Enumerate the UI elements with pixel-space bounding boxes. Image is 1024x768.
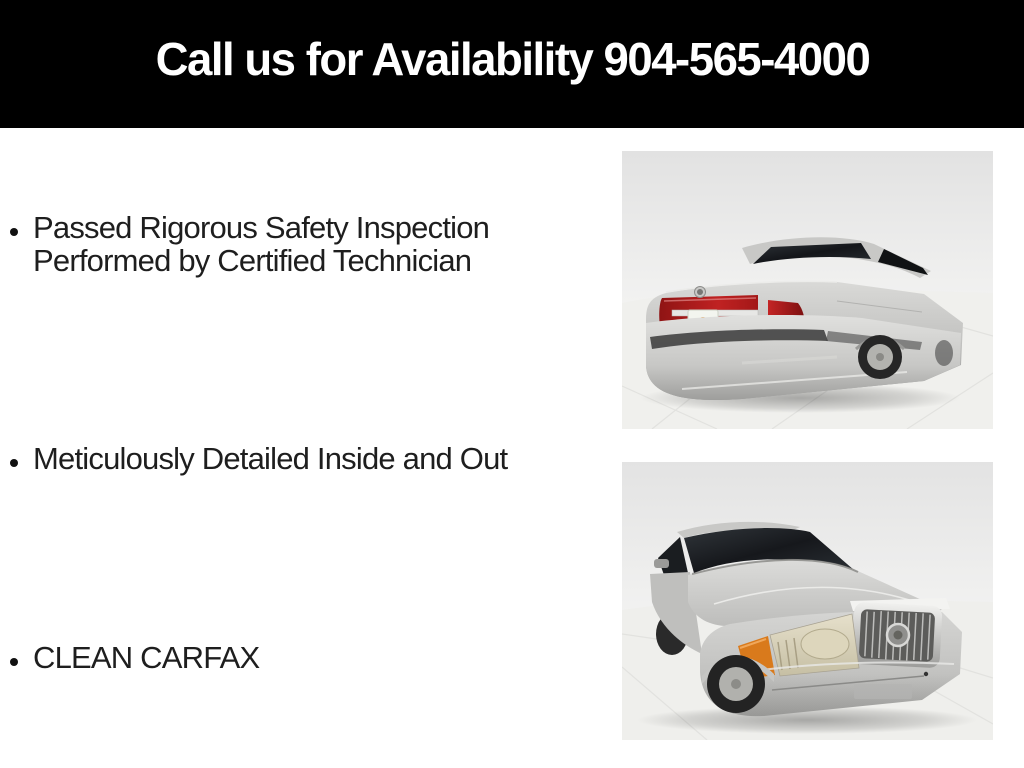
highlight-text-line: Meticulously Detailed Inside and Out: [33, 441, 508, 476]
bullet-icon: [10, 459, 18, 467]
trunk-emblem-center: [697, 289, 703, 295]
rear-hub: [876, 353, 884, 361]
front-tire-partial: [935, 340, 953, 366]
vehicle-front-illustration: [622, 462, 993, 740]
headlight-bulb-reflector: [801, 629, 849, 659]
vehicle-photo-rear: [622, 151, 993, 429]
highlight-item-carfax: [0, 641, 600, 674]
bullet-icon: [10, 228, 18, 236]
bullet-icon: [10, 658, 18, 666]
highlight-text-line: CLEAN CARFAX: [33, 640, 260, 675]
highlight-text-line: Passed Rigorous Safety Inspection: [33, 210, 490, 245]
availability-banner: [0, 0, 1024, 128]
highlight-item-safety-inspection: [0, 211, 600, 277]
bumper-sensor: [924, 672, 928, 676]
vehicle-rear-illustration: [622, 151, 993, 429]
vehicle-photo-front: [622, 462, 993, 740]
availability-banner-text: Call us for Availability 904-565-4000: [155, 33, 869, 85]
side-mirror: [654, 559, 669, 568]
highlight-text-line: Performed by Certified Technician: [33, 243, 472, 278]
grille-emblem-center: [894, 631, 903, 640]
highlight-item-detailed: [0, 442, 600, 475]
front-hub: [731, 679, 741, 689]
front-plate-recess: [854, 684, 912, 699]
